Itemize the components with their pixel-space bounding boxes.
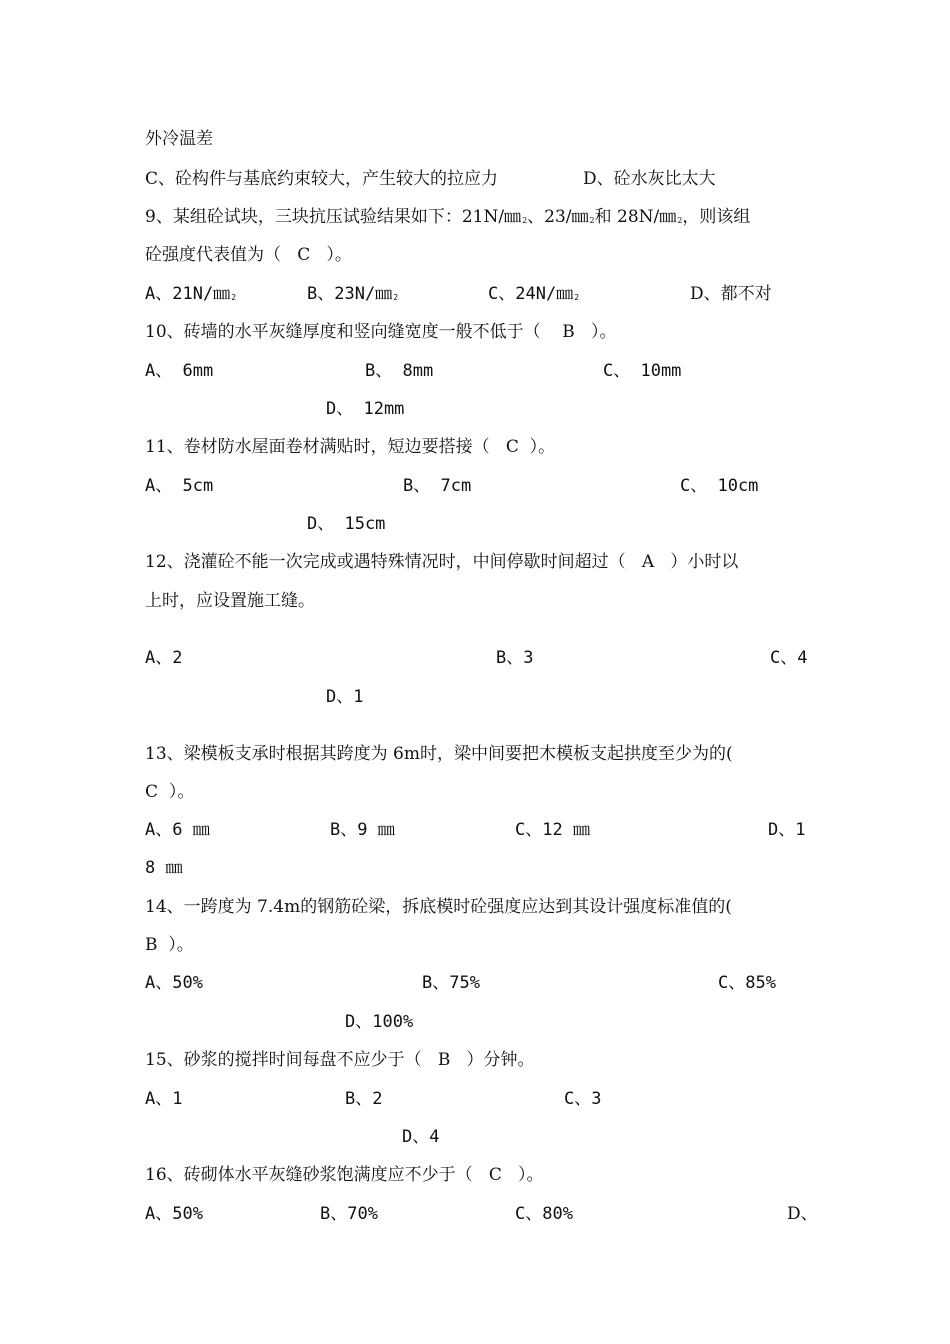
q15-option-d: D、4 — [402, 1127, 440, 1147]
q16-option-a: A、50% — [145, 1204, 203, 1224]
q13-option-b: B、9 ㎜ — [330, 820, 395, 840]
question-14: 14、一跨度为 7.4m的钢筋砼梁，拆底模时砼强度应达到其设计强度标准值的( — [145, 897, 732, 917]
question-12-line2: 上时，应设置施工缝。 — [145, 591, 315, 611]
q14-option-a: A、50% — [145, 973, 203, 993]
q13-option-d: D、1 — [768, 820, 806, 840]
option-d: D、砼水灰比太大 — [583, 169, 716, 189]
option-c: C、砼构件与基底约束较大，产生较大的拉应力 — [145, 169, 499, 189]
question-13-line2: C ）。 — [145, 782, 195, 802]
q11-option-b: B、 7cm — [403, 476, 472, 496]
q12-option-b: B、3 — [496, 648, 534, 668]
superscript: 2 — [574, 293, 580, 302]
q9-option-c-text: C、24N/㎜ — [488, 284, 574, 304]
q9-option-c — [488, 283, 579, 309]
q9-option-a — [145, 283, 236, 309]
superscript: 2 — [522, 216, 528, 225]
q10-option-a: A、 6mm — [145, 361, 214, 381]
question-10: 10、砖墙的水平灰缝厚度和竖向缝宽度一般不低于（ B ）。 — [145, 322, 617, 342]
q10-option-d: D、 12mm — [326, 399, 405, 419]
superscript: 2 — [589, 216, 595, 225]
question-16: 16、砖砌体水平灰缝砂浆饱满度应不少于（ C ）。 — [145, 1165, 544, 1185]
q15-option-c: C、3 — [564, 1089, 602, 1109]
q14-option-d: D、100% — [345, 1012, 414, 1032]
q10-option-c: C、 10mm — [603, 361, 682, 381]
superscript: 2 — [677, 216, 683, 225]
q16-option-b: B、70% — [320, 1204, 378, 1224]
q16-option-d: D、 — [787, 1204, 818, 1224]
q11-option-c: C、 10cm — [680, 476, 759, 496]
q12-option-a: A、2 — [145, 648, 183, 668]
superscript: 2 — [393, 293, 399, 302]
superscript: 2 — [231, 293, 237, 302]
q9-text-c: 和 28N/㎜ — [594, 207, 677, 227]
q14-option-c: C、85% — [718, 973, 776, 993]
q13-option-c: C、12 ㎜ — [515, 820, 590, 840]
q15-option-b: B、2 — [345, 1089, 383, 1109]
q15-option-a: A、1 — [145, 1089, 183, 1109]
text-continuation: 外冷温差 — [145, 129, 213, 149]
q9-option-b-text: B、23N/㎜ — [307, 284, 393, 304]
q13-option-a: A、6 ㎜ — [145, 820, 210, 840]
q9-option-b — [307, 283, 398, 309]
question-15: 15、砂浆的搅拌时间每盘不应少于（ B ）分钟。 — [145, 1050, 535, 1070]
question-14-line2: B ）。 — [145, 935, 194, 955]
q10-option-b: B、 8mm — [365, 361, 434, 381]
q13-option-d-cont: 8 ㎜ — [145, 858, 183, 878]
question-12: 12、浇灌砼不能一次完成或遇特殊情况时，中间停歇时间超过（ A ）小时以 — [145, 552, 739, 572]
q11-option-d: D、 15cm — [307, 514, 386, 534]
question-9 — [145, 206, 750, 232]
q9-text-b: 、23/㎜ — [527, 207, 589, 227]
q16-option-c: C、80% — [515, 1204, 573, 1224]
q9-text-d: ，则该组 — [682, 207, 751, 227]
q12-option-c: C、4 — [770, 648, 808, 668]
question-9-line2: 砼强度代表值为（ C ）。 — [145, 245, 352, 265]
question-11: 11、卷材防水屋面卷材满贴时，短边要搭接（ C ）。 — [145, 437, 556, 457]
q9-option-a-text: A、21N/㎜ — [145, 284, 231, 304]
q14-option-b: B、75% — [422, 973, 480, 993]
q11-option-a: A、 5cm — [145, 476, 214, 496]
q9-option-d: D、都不对 — [690, 284, 772, 304]
question-13: 13、梁模板支承时根据其跨度为 6m时，梁中间要把木模板支起拱度至少为的( — [145, 744, 733, 764]
q12-option-d: D、1 — [326, 687, 364, 707]
q9-text-a: 9、某组砼试块，三块抗压试验结果如下：21N/㎜ — [145, 207, 522, 227]
